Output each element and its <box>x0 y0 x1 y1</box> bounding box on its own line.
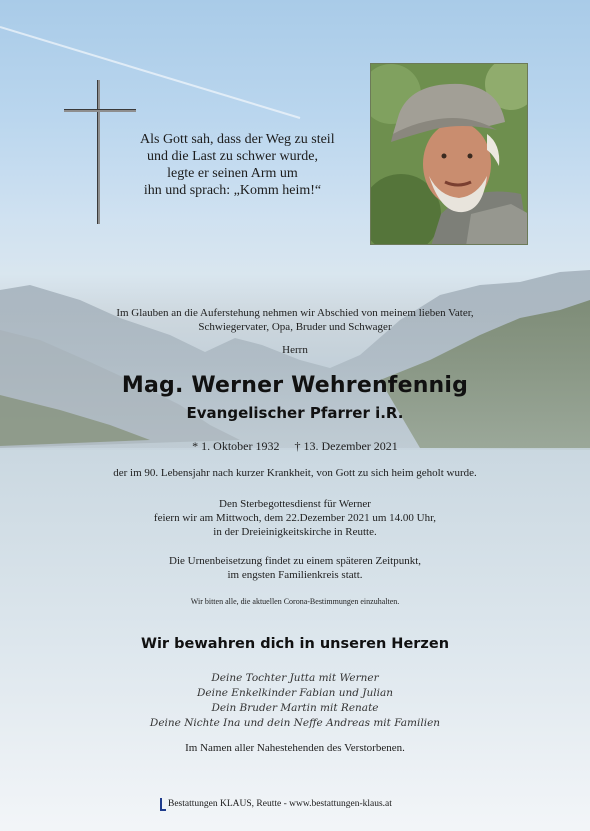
closing-line: Im Namen aller Nahestehenden des Verstorbenen. <box>185 742 405 754</box>
footer <box>160 796 392 812</box>
service-line: in der Dreieinigkeitskirche in Reutte. <box>213 526 377 538</box>
family-list <box>0 671 590 731</box>
footer-text: Bestattungen KLAUS, Reutte - www.bestattungen-klaus.at <box>168 799 392 809</box>
intro-line: Im Glauben an die Auferstehung nehmen wir Abschied von meinem lieben Vater, <box>116 307 474 319</box>
verse-line: ihn und sprach: „Komm heim!“ <box>143 183 322 198</box>
verse-line: legte er seinen Arm um <box>167 166 298 181</box>
age-statement: der im 90. Lebensjahr nach kurzer Krankheit, von Gott zu sich heim geholt wurde. <box>113 467 477 479</box>
funeral-home-logo-icon <box>160 798 166 811</box>
service-line: Den Sterbegottesdienst für Werner <box>219 498 371 510</box>
family-line: Dein Bruder Martin mit Renate <box>211 702 379 714</box>
life-dates <box>0 439 590 454</box>
intro-line: Schwiegervater, Opa, Bruder und Schwager <box>198 321 392 333</box>
deceased-name: Mag. Werner Wehrenfennig <box>121 373 469 398</box>
corona-note: Wir bitten alle, die aktuellen Corona-Bestimmungen einzuhalten. <box>190 597 400 606</box>
family-line: Deine Nichte Ina und dein Neffe Andreas mit Familien <box>149 717 441 729</box>
verse-line: und die Last zu schwer wurde, <box>146 149 319 164</box>
urn-burial-info <box>0 554 590 582</box>
death-date: † 13. Dezember 2021 <box>294 439 398 453</box>
service-line: feiern wir am Mittwoch, dem 22.Dezember 2021 um 14.00 Uhr, <box>153 512 437 524</box>
memorial-motto: Wir bewahren dich in unseren Herzen <box>140 636 450 652</box>
verse-line: Als Gott sah, dass der Weg zu steil <box>140 132 335 147</box>
cross-icon <box>64 80 136 224</box>
intro-text <box>0 306 590 334</box>
memorial-verse <box>140 131 335 199</box>
family-line: Deine Tochter Jutta mit Werner <box>211 672 379 684</box>
salutation: Herrn <box>282 344 308 356</box>
service-info <box>0 497 590 539</box>
deceased-title: Evangelischer Pfarrer i.R. <box>186 404 404 422</box>
birth-date: * 1. Oktober 1932 <box>192 439 280 453</box>
urn-line: im engsten Familienkreis statt. <box>227 569 363 581</box>
urn-line: Die Urnenbeisetzung findet zu einem späteren Zeitpunkt, <box>169 555 421 567</box>
family-line: Deine Enkelkinder Fabian und Julian <box>196 687 393 699</box>
portrait-photo <box>370 63 528 245</box>
